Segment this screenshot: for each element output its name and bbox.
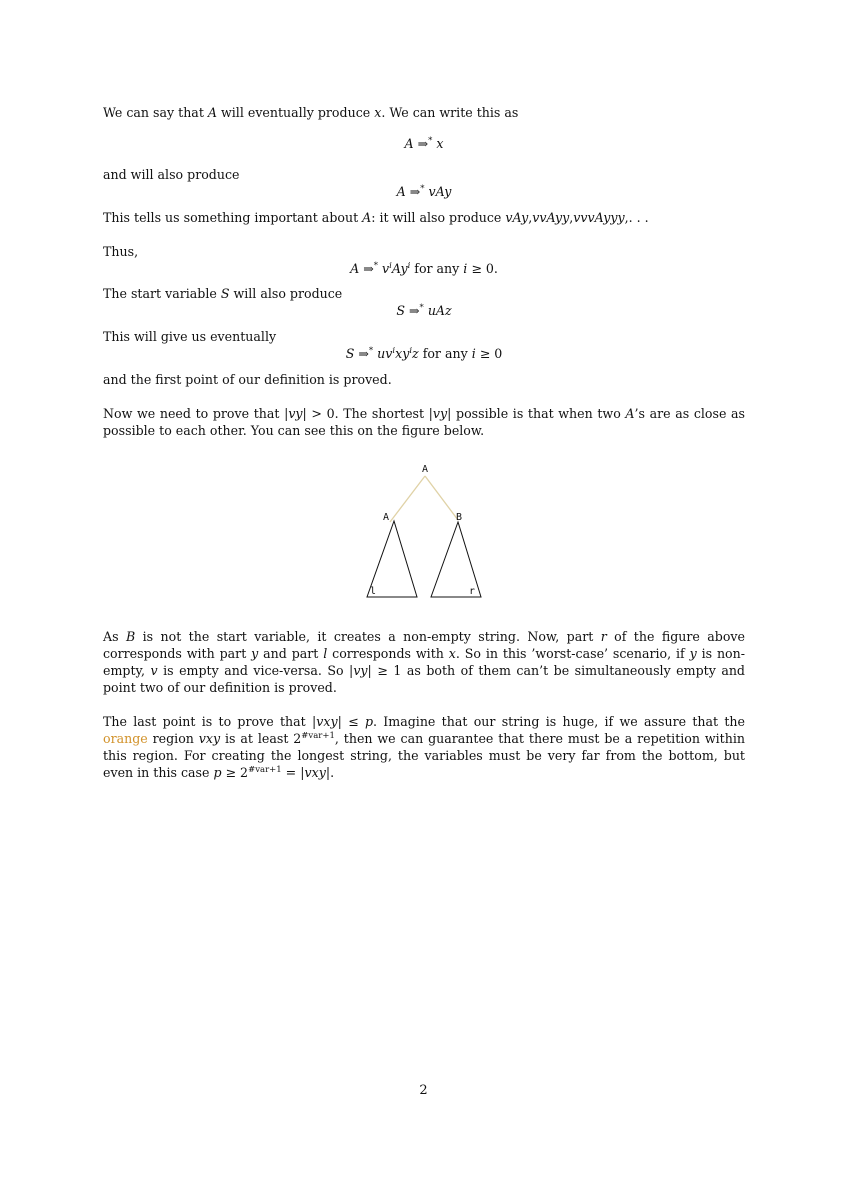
tree-edge-left — [390, 476, 425, 522]
right-leaf-label: r — [469, 586, 476, 597]
equation-2: A ⇒* vAy — [396, 183, 452, 199]
left-leaf-label: l — [370, 586, 377, 597]
orange-word: orange — [103, 731, 148, 746]
parse-tree-figure — [340, 455, 510, 605]
right-node-label: B — [456, 512, 463, 523]
paragraph-5: The start variable S will also produce — [103, 286, 343, 301]
paragraph-9: As B is not the start variable, it creates a non-empty string. Now, part r of the figure above corresponds with part y and part l corresponds with x. So in this ’worst-case’ scenario, if y is non-empty, v is empty and vice-versa. So |vy| ≥ 1 as both of them can’t be simultaneously empty and point two of our definition is proved. — [103, 629, 746, 695]
paragraph-8: Now we need to prove that |vy| > 0. The shortest |vy| possible is that when two A’s are as close as possible to each other. You can see this on the figure below. — [103, 406, 746, 438]
equation-3: A ⇒* $v^iAy^i$ for any i ≥ 0. — [350, 260, 498, 276]
left-node-label: A — [383, 512, 390, 523]
tree-edge-right — [425, 476, 458, 520]
paragraph-2: and will also produce — [103, 167, 240, 182]
equation-4: S ⇒* uAz — [396, 302, 452, 318]
paragraph-10: The last point is to prove that |vxy| ≤ p. Imagine that our string is huge, if we assure that the orange region vxy is at least $2^{\#var+1}$, then we can guarantee that there must be a repetition within this region. For creating the longest string, the variables must be very far from the bottom, but even in this case $p \ge 2^{\#var+1} = |vxy|$. — [103, 714, 745, 780]
paragraph-3: This tells us something important about A: it will also produce vAy,vvAyy,vvvAyyy,. . . — [103, 210, 649, 225]
page-number: 2 — [419, 1083, 428, 1098]
equation-1: A ⇒* x — [404, 135, 444, 151]
paragraph-7: and the first point of our definition is proved. — [103, 372, 392, 387]
paragraph-4: Thus, — [103, 244, 139, 259]
paragraph-1: We can say that A will eventually produce x. We can write this as — [103, 105, 519, 120]
paragraph-6: This will give us eventually — [103, 329, 277, 344]
root-node-label: A — [422, 464, 429, 475]
equation-5: S ⇒* $uv^ixy^iz$ for any i ≥ 0 — [345, 345, 503, 361]
